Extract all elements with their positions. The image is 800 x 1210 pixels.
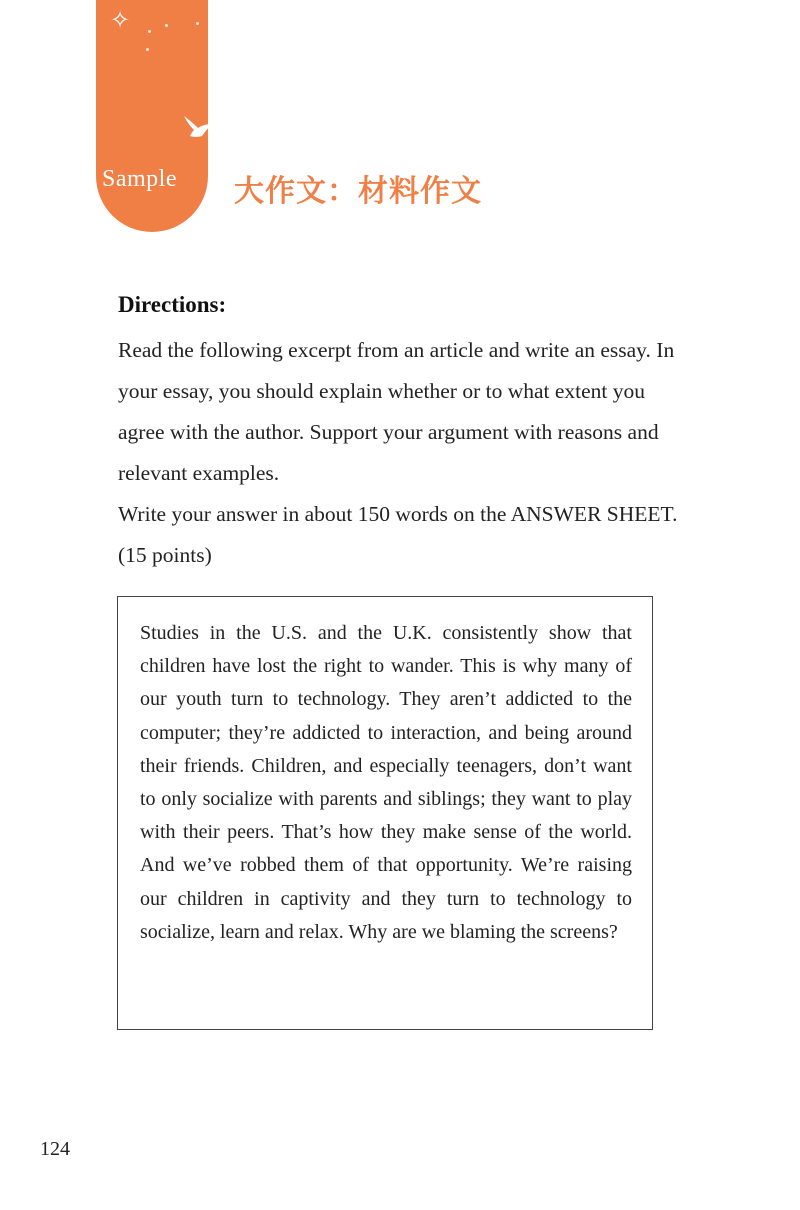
decorative-dot <box>146 48 149 51</box>
excerpt-text: Studies in the U.S. and the U.K. consistently show that children have lost the right to wander. This is why many of our youth turn to technology. They aren’t addicted to the computer; they’re addicted to interaction, and being around their friends. Children, and especially teenagers, don’t want to only socialize with parents and siblings; they want to play with their peers. That’s how they make sense of the world. And we’ve robbed them of that opportunity. We’re raising our children in captivity and they turn to technology to socialize, learn and relax. Why are we blaming the screens? <box>140 622 632 943</box>
sample-label: Sample <box>102 166 177 192</box>
directions-paragraph: Read the following excerpt from an article and write an essay. In your essay, you should explain whether or to what extent you agree with the author. Support your argument with reasons and relevant examples. <box>118 338 675 485</box>
directions-body <box>118 330 678 576</box>
directions-heading: Directions: <box>118 292 227 317</box>
decorative-dot <box>148 30 151 33</box>
section-title: 大作文：材料作文 <box>234 174 482 209</box>
page-number: 124 <box>40 1138 70 1160</box>
bird-icon <box>180 112 214 142</box>
decorative-dot <box>196 22 199 25</box>
excerpt-box <box>117 596 653 1030</box>
sparkle-icon: ✧ <box>110 6 131 34</box>
decorative-dot <box>165 24 168 27</box>
directions-paragraph: Write your answer in about 150 words on the ANSWER SHEET. (15 points) <box>118 502 678 567</box>
